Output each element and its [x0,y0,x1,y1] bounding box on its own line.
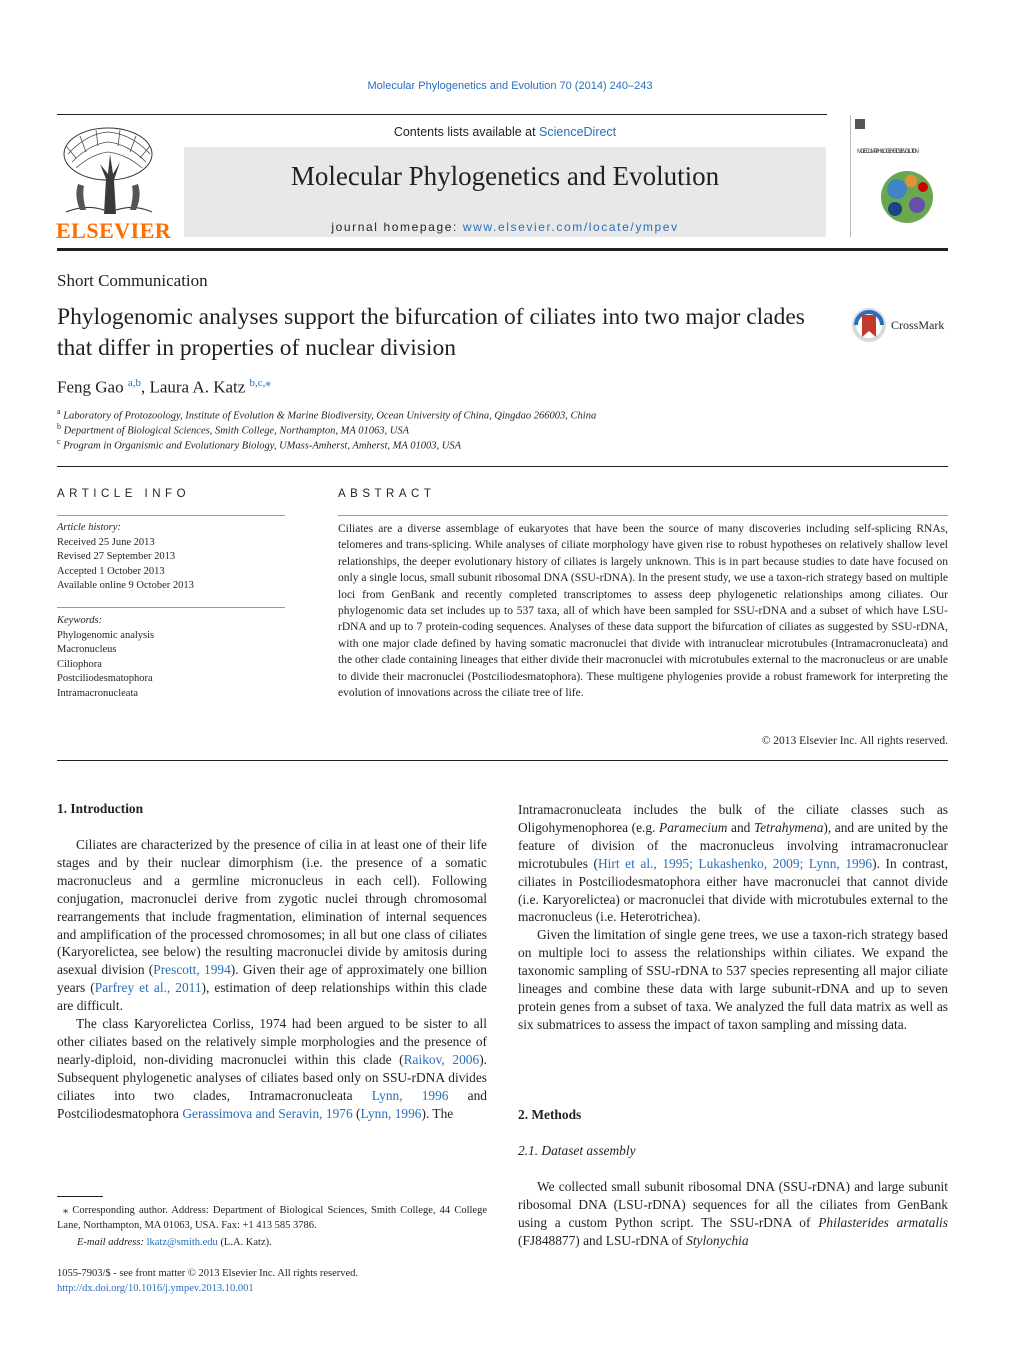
homepage-link[interactable]: www.elsevier.com/locate/ympev [462,220,679,234]
email-suffix: (L.A. Katz). [217,1237,272,1248]
journal-homepage [184,220,826,234]
citation-link[interactable]: Prescott, 1994 [153,962,231,978]
keyword: Postciliodesmatophora [57,673,153,685]
text-run: ). In contrast, ciliates in Postciliodesmatophora either have macronuclei that cannot divide (i.e. Karyorelictea) or macronuclei that divide with microtubules external to the macronucleus (i.e. Heterotrichea). [518,855,948,925]
text-run: Intramacronucleata includes the bulk of the ciliate classes such as Oligohymenophorea (e.g. [518,802,948,835]
subsection-heading-dataset: 2.1. Dataset assembly [518,1143,636,1158]
intro-paragraph-3 [518,801,948,926]
keyword: Phylogenomic analysis [57,629,155,641]
author-separator: , [140,377,150,397]
paper-title: Phylogenomic analyses support the bifurcation of ciliates into two major clades that differ in properties of nuclear division [57,304,805,361]
affiliation-text: Program in Organismic and Evolutionary Biology, UMass-Amherst, Amherst, MA 01003, USA [63,440,461,452]
affiliation-text: Laboratory of Protozoology, Institute of Evolution & Marine Biodiversity, Ocean University of China, Qingdao 266003, China [63,410,597,422]
text-run: (FJ848877) and LSU-rDNA of [518,1232,687,1248]
italic-text: Paramecium [659,819,728,835]
footnote-rule [57,1196,103,1197]
text-run: and Postciliodesmatophora [57,1087,487,1121]
article-info-heading: ARTICLE INFO [57,488,191,500]
text-run: ), and are united by the feature of division of the macronucleus involving intramacronuclear microtubules ( [518,819,949,871]
affiliation [57,422,409,437]
journal-reference[interactable]: Molecular Phylogenetics and Evolution 70 (2014) 240–243 [367,80,653,92]
elsevier-wordmark[interactable]: ELSEVIER [56,218,172,243]
affiliation-text: Department of Biological Sciences, Smith College, Northampton, MA 01063, USA [63,425,410,437]
abstract-rule [338,515,948,516]
keywords-rule [57,607,285,608]
keyword: Intramacronucleata [57,687,139,699]
affiliation [57,437,461,452]
citation-link[interactable]: Hirt et al., 1995; Lukashenko, 2009; Lynn, 1996 [597,855,873,871]
journal-cover-thumbnail[interactable] [850,115,949,237]
history-item: Received 25 June 2013 [57,536,155,548]
header-top-rule [57,114,827,115]
keywords-block [57,614,285,702]
abstract-heading: ABSTRACT [338,488,436,500]
italic-text: Tetrahymena [753,819,824,835]
italic-text: Philasterides armatalis [818,1214,948,1230]
abstract-copyright: © 2013 Elsevier Inc. All rights reserved. [761,735,948,747]
history-item: Revised 27 September 2013 [57,551,176,563]
title-block-rule [57,466,948,467]
contents-prefix: Contents lists available at [393,125,540,139]
article-info-rule [57,515,285,516]
author-list [57,376,271,398]
text-run: ), estimation of deep relationships within this clade are difficult. [57,980,487,1014]
citation-link[interactable]: Lynn, 1996 [371,1087,449,1103]
keyword: Ciliophora [57,658,102,670]
methods-paragraph-1 [518,1178,948,1250]
keyword: Macronucleus [57,644,117,656]
keywords-label: Keywords: [57,615,103,626]
email-note [77,1235,487,1250]
crossmark-icon [851,307,887,343]
italic-text: Stylonychia [686,1232,749,1248]
section-heading-introduction: 1. Introduction [57,801,144,816]
author-name[interactable]: Feng Gao [57,377,124,397]
doi-link[interactable]: http://dx.doi.org/10.1016/j.ympev.2013.10.001 [57,1283,254,1294]
intro-body [57,836,487,1123]
intro-paragraph-4: Given the limitation of single gene trees, we use a taxon-rich strategy based on multiple loci to assess the relationships within ciliates. We expand the taxonomic sampling of SSU-rDNA to 537 species representing all major ciliate lineages and combine these data with large subunit-rDNA and up to seven protein genes from a subset of taxa. We analyzed the full data matrix as well as six submatrices to assess the impact of taxon sampling and missing data. [518,927,948,1032]
sciencedirect-link[interactable]: ScienceDirect [539,125,617,139]
email-label: E-mail address: [77,1237,147,1248]
right-column-body [518,801,948,1034]
author-affil-marker[interactable]: a,b [127,377,141,389]
history-item: Available online 9 October 2013 [57,580,194,592]
text-run: The class Karyorelictea Corliss, 1974 had been argued to be sister to all other ciliates based on the relatively simple morphologies and the presence of nearly-diploid, non-dividing macronuclei within this clade ( [57,1016,487,1067]
elsevier-tree-logo [56,124,160,216]
text-run: We collected small subunit ribosomal DNA (SSU-rDNA) and large subunit ribosomal DNA (LSU-rDNA) sequences for all the ciliates from GenBank using a custom Python script. The SSU-rDNA of [518,1179,948,1230]
header-bottom-rule [57,248,948,251]
article-history [57,521,285,594]
section-type: Short Communication [57,271,208,290]
abstract-text: Ciliates are a diverse assemblage of eukaryotes that have been the source of many discoveries including self-splicing RNAs, telomeres and trans-splicing. While analyses of ciliate morphology have given rise to robust hypotheses on relatively shallow level relationships, the deeper evolutionary history of ciliates is largely unknown. This is in part because studies to date have focused on only a single locus, small subunit ribosomal DNA (SSU-rDNA). In the present study, we use a taxon-rich strategy based on multiple loci from GenBank and recently completed transcriptomes to assess deep phylogenetic relationships among ciliates. Our phylogenomic data set includes up to 537 taxa, all of which have been sampled for SSU-rDNA and a subset of which have LSU-rDNA and up to 7 protein-coding sequences. Analyses of these data support the bifurcation of ciliates as suggested by SSU-rDNA, with one major clade defined by having somatic macronuclei that divide with intranuclear microtubules (Intramacronucleata) and the other clade containing lineages that either divide their macronuclei with microtubules external to the macronucleus or are unable to divide their macronuclei (Postciliodesmatophora). These multigene phylogenies provide a robust framework for interpreting the evolution of innovations across the ciliate tree of life. [338,523,948,700]
text-run: Ciliates are characterized by the presence of cilia in at least one of their life stages and by their nuclear dimorphism (i.e. the presence of a somatic macronucleus and a germline micronucleus in each cell). Following conjugation, macronuclei derive from zygotic nuclei through chromosomal rearrangements that include fragmentation, elimination of internal sequences and amplification of the processed chromosomes; in all but one class of ciliates (Karyorelictea, see below) the resulting macronuclei divide by amitosis during asexual division ( [57,837,487,978]
affiliation-marker: b [57,422,61,431]
intro-paragraph-2 [57,1015,487,1122]
history-item: Accepted 1 October 2013 [57,565,165,577]
corresponding-author-note: ⁎ Corresponding author. Address: Department of Biological Sciences, Smith College, 44 College Lane, Northampton, MA 01063, USA. Fax: +1 413 585 3786. [57,1205,487,1231]
contents-line [184,125,826,147]
affiliation [57,407,596,422]
homepage-prefix: journal homepage: [331,220,463,234]
cover-title: MOLECULAR PHYLOGENETICS & EVOLUTION [857,149,919,155]
text-run: ). Given their age of approximately one billion years ( [57,962,487,996]
text-run: ( [352,1105,361,1121]
affiliation-marker: a [57,407,61,416]
author-affil-marker[interactable]: b,c,⁎ [249,377,271,389]
journal-title: Molecular Phylogenetics and Evolution [290,161,720,191]
issn-line: 1055-7903/$ - see front matter © 2013 Elsevier Inc. All rights reserved. [57,1268,359,1279]
methods-body [518,1178,948,1250]
text-run: and [727,819,754,835]
citation-link[interactable]: Parfrey et al., 2011 [94,980,202,996]
citation-link[interactable]: Lynn, 1996 [360,1105,422,1121]
citation-link[interactable]: Raikov, 2006 [403,1051,480,1067]
section-heading-methods: 2. Methods [518,1107,582,1122]
author-name[interactable]: Laura A. Katz [149,377,246,397]
crossmark-badge[interactable] [851,307,944,343]
journal-banner [184,125,826,237]
intro-paragraph-1 [57,836,487,1015]
email-link[interactable]: lkatz@smith.edu [146,1237,218,1248]
crossmark-label: CrossMark [891,317,945,332]
affiliation-marker: c [57,437,61,446]
history-label: Article history: [57,522,121,533]
text-run: ). Subsequent phylogenetic analyses of ciliates based only on SSU-rDNA divides ciliates into two clades, Intramacronucleata [57,1051,487,1103]
text-run: ). The [421,1105,454,1121]
citation-link[interactable]: Gerassimova and Seravin, 1976 [182,1105,353,1121]
abstract-bottom-rule [57,760,948,761]
